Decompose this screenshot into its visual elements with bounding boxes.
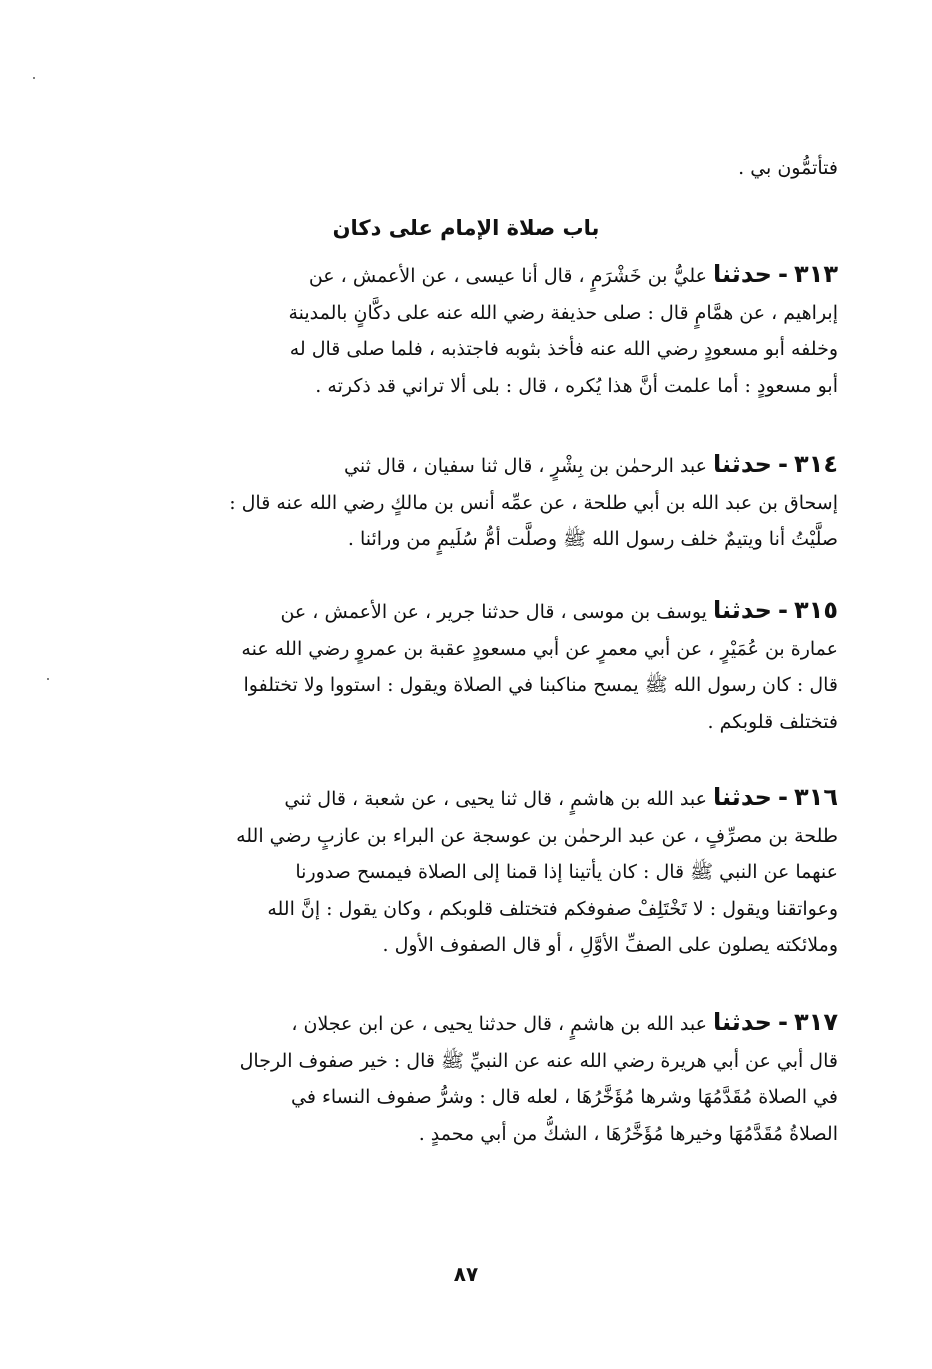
hadith-text-line: عبد الله بن هاشمٍ ، قال حدثنا يحيى ، عن ابن عجلان ، (291, 1013, 707, 1035)
scan-speck (47, 678, 49, 680)
intro-line: فتأتمُّون بي . (738, 157, 838, 179)
hadith-314 (152, 446, 838, 558)
hadith-313 (152, 256, 838, 404)
hadith-text-line: قال أبي عن أبي هريرة رضي الله عنه عن النبيِّ ﷺ قال : خير صفوف الرجال (239, 1049, 838, 1072)
hadith-lead-word: حدثنا (713, 260, 772, 288)
page-number: ٨٧ (453, 1262, 479, 1286)
hadith-text-line: عبد الله بن هاشمٍ ، قال ثنا يحيى ، عن شعبة ، قال ثني (284, 788, 707, 810)
hadith-first-line: ٣١٣ - حدثنا عليُّ بن خَشْرَمٍ ، قال أنا عيسى ، عن الأعمش ، عن (308, 260, 838, 288)
hadith-text-line: وملائكته يصلون على الصفِّ الأوَّلِ ، أو قال الصفوف الأول . (382, 934, 838, 956)
hadith-lead-word: حدثنا (713, 783, 772, 811)
hadith-315 (152, 592, 838, 740)
hadith-text-line: فتختلف قلوبكم . (707, 710, 838, 733)
hadith-text-line: قال : كان رسول الله ﷺ يمسح مناكبنا في الصلاة ويقول : استووا ولا تختلفوا (243, 674, 838, 696)
hadith-text-line: صلَّيْتُ أنا ويتيمٌ خلف رسول الله ﷺ وصلَّت أمُّ سُلَيمٍ من ورائنا . (347, 528, 838, 550)
intro-paragraph (152, 150, 838, 187)
hadith-number: ٣١٦ (794, 783, 838, 811)
hadith-first-line: ٣١٦ - حدثنا عبد الله بن هاشمٍ ، قال ثنا يحيى ، عن شعبة ، قال ثني (284, 783, 838, 811)
hadith-text-line: في الصلاة مُقَدَّمُهَا وشرها مُؤَخَّرُهَا ، لعله قال : وشرُّ صفوف النساء في (290, 1086, 838, 1108)
hadith-text-line: الصلاةُ مُقَدَّمُهَا وخيرها مُؤَخَّرُهَا ، الشكُّ من أبي محمدٍ . (418, 1122, 838, 1145)
hadith-lead-word: حدثنا (713, 596, 772, 624)
scan-speck (33, 77, 35, 79)
hadith-text-line: وعواتقنا ويقول : لا تَخْتَلِفْ صفوفكم فتختلف قلوبكم ، وكان يقول : إنَّ الله (267, 897, 838, 920)
hadith-number: ٣١٥ (794, 596, 838, 624)
hadith-317 (152, 1004, 838, 1152)
hadith-316 (152, 779, 838, 964)
hadith-number: ٣١٣ (794, 260, 838, 288)
chapter-title: باب صلاة الإمام على دكان (332, 216, 600, 240)
hadith-text-line: عليُّ بن خَشْرَمٍ ، قال أنا عيسى ، عن الأعمش ، عن (308, 265, 707, 287)
hadith-first-line: ٣١٧ - حدثنا عبد الله بن هاشمٍ ، قال حدثنا يحيى ، عن ابن عجلان ، (291, 1008, 838, 1036)
hadith-lead-word: حدثنا (713, 1008, 772, 1036)
hadith-text-line: أبو مسعودٍ : أما علمت أنَّ هذا يُكره ، قال : بلى ألا تراني قد ذكرته . (315, 374, 838, 397)
hadith-text-line: عنهما عن النبي ﷺ قال : كان يأتينا إذا قمنا إلى الصلاة فيمسح صدورنا (295, 861, 838, 883)
hadith-text-line: يوسف بن موسى ، قال حدثنا جرير ، عن الأعمش ، عن (280, 601, 707, 623)
hadith-text-line: وخلفه أبو مسعودٍ رضي الله عنه فأخذ بثوبه فاجتذبه ، فلما صلى قال له (289, 338, 838, 360)
hadith-first-line: ٣١٤ - حدثنا عبد الرحمٰن بن بِشْرٍ ، قال ثنا سفيان ، قال ثني (344, 450, 838, 478)
hadith-lead-word: حدثنا (713, 450, 772, 478)
hadith-number: ٣١٧ (794, 1008, 838, 1036)
hadith-text-line: عمارة بن عُمَيْرٍ ، عن أبي معمرٍ عن أبي مسعودٍ عقبة بن عمروٍ رضي الله عنه (241, 637, 838, 660)
hadith-text-line: إبراهيم ، عن همَّامٍ قال : صلى حذيفة رضي الله عنه على دكَّانٍ بالمدينة (288, 301, 838, 324)
hadith-text-line: طلحة بن مصرِّفٍ ، عن عبد الرحمٰن بن عوسجة عن البراء بن عازبٍ رضي الله (236, 824, 838, 847)
hadith-first-line: ٣١٥ - حدثنا يوسف بن موسى ، قال حدثنا جرير ، عن الأعمش ، عن (280, 596, 838, 624)
hadith-text-line: عبد الرحمٰن بن بِشْرٍ ، قال ثنا سفيان ، قال ثني (344, 455, 707, 477)
hadith-text-line: إسحاق بن عبد الله بن أبي طلحة ، عن عمِّه أنس بن مالكٍ رضي الله عنه قال : (229, 491, 838, 514)
hadith-number: ٣١٤ (794, 450, 838, 478)
